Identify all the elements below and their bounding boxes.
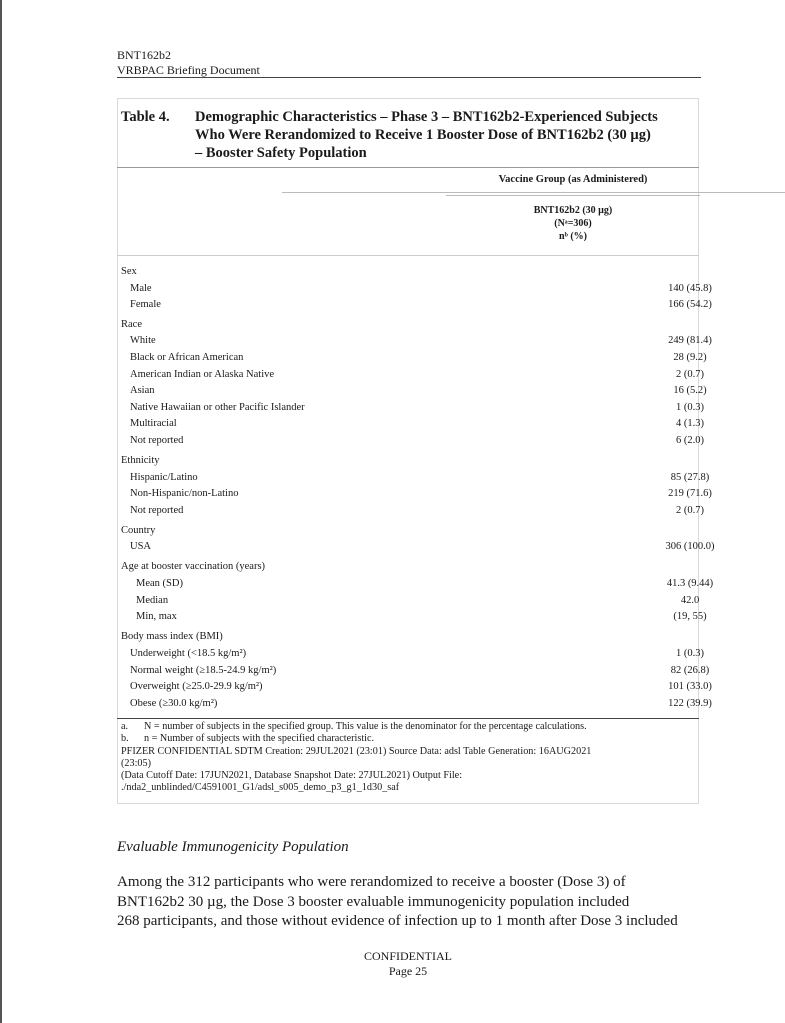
category-label: Age at booster vaccination (years) bbox=[121, 561, 266, 572]
cell-value: 2 (0.7) bbox=[676, 505, 704, 516]
page-number: Page 25 bbox=[388, 964, 428, 978]
column-header-line: nᵇ (%) bbox=[559, 231, 587, 242]
row-label: Not reported bbox=[130, 435, 184, 446]
cell-value: 140 (45.8) bbox=[668, 283, 712, 294]
table-title-line: Demographic Characteristics – Phase 3 – BNT162b2-Experienced Subjects bbox=[195, 109, 658, 125]
category-label: Ethnicity bbox=[121, 455, 160, 466]
row-label: Native Hawaiian or other Pacific Islander bbox=[130, 402, 305, 413]
document-header bbox=[117, 48, 260, 78]
row-label: White bbox=[130, 335, 156, 346]
row-label: Female bbox=[130, 299, 161, 310]
table-row bbox=[117, 488, 712, 505]
cell-value: 101 (33.0) bbox=[668, 681, 712, 692]
cell-value: 249 (81.4) bbox=[668, 335, 712, 346]
table-row bbox=[117, 665, 710, 682]
footnote-rule bbox=[117, 718, 699, 719]
cell-value: 6 (2.0) bbox=[676, 435, 704, 446]
table-row bbox=[117, 578, 714, 595]
table-row bbox=[117, 525, 699, 542]
row-label: Overweight (≥25.0-29.9 kg/m²) bbox=[130, 681, 263, 692]
category-label: Country bbox=[121, 525, 156, 536]
footnote-text: N = number of subjects in the specified group. This value is the denominator for the percentage calculations. bbox=[144, 721, 587, 732]
category-label: Sex bbox=[121, 266, 137, 277]
table-row bbox=[117, 352, 707, 369]
table-row bbox=[117, 402, 704, 419]
section-title: Evaluable Immunogenicity Population bbox=[117, 839, 349, 855]
output-file-path: ./nda2_unblinded/C4591001_G1/adsl_s005_demo_p3_g1_1d30_saf bbox=[121, 782, 400, 794]
source-line: PFIZER CONFIDENTIAL SDTM Creation: 29JUL2021 (23:01) Source Data: adsl Table Generation: 16AUG2021 bbox=[121, 745, 592, 757]
table-row bbox=[117, 455, 699, 472]
cell-value: 42.0 bbox=[680, 595, 700, 606]
table-row bbox=[117, 385, 707, 402]
row-label: Min, max bbox=[136, 611, 177, 622]
table-row bbox=[117, 595, 699, 612]
table-title bbox=[195, 108, 695, 162]
confidential-label: CONFIDENTIAL bbox=[364, 949, 452, 963]
page-footer bbox=[300, 949, 516, 979]
table-row bbox=[117, 472, 710, 489]
table-row bbox=[117, 681, 712, 698]
cell-value: 219 (71.6) bbox=[668, 488, 712, 499]
table-label: Table 4. bbox=[121, 109, 170, 125]
cell-value: 1 (0.3) bbox=[676, 648, 704, 659]
row-label: Asian bbox=[130, 385, 155, 396]
table-title-line: – Booster Safety Population bbox=[195, 145, 367, 161]
column-header-rule bbox=[117, 255, 699, 256]
cell-value: 166 (54.2) bbox=[668, 299, 712, 310]
row-label: Underweight (<18.5 kg/m²) bbox=[130, 648, 247, 659]
caption-rule bbox=[117, 167, 699, 168]
cell-value: 1 (0.3) bbox=[676, 402, 704, 413]
table-row bbox=[117, 283, 712, 300]
table-row bbox=[117, 561, 699, 578]
cell-value: 122 (39.9) bbox=[668, 698, 712, 709]
table-row bbox=[117, 335, 712, 352]
footnote-b bbox=[121, 733, 691, 745]
row-label: Median bbox=[136, 595, 169, 606]
table-row bbox=[117, 319, 699, 336]
category-label: Race bbox=[121, 319, 142, 330]
header-doc-title: VRBPAC Briefing Document bbox=[117, 63, 260, 77]
header-product: BNT162b2 bbox=[117, 48, 171, 62]
table-row bbox=[117, 505, 704, 522]
table-row bbox=[117, 299, 712, 316]
column-header-line: (Nᵃ=306) bbox=[554, 218, 592, 229]
row-label: Not reported bbox=[130, 505, 184, 516]
row-label: American Indian or Alaska Native bbox=[130, 369, 275, 380]
column-header bbox=[446, 204, 700, 243]
cell-value: 16 (5.2) bbox=[673, 385, 707, 396]
cell-value: 306 (100.0) bbox=[665, 541, 715, 552]
row-label: Black or African American bbox=[130, 352, 244, 363]
cell-value: 85 (27.8) bbox=[670, 472, 710, 483]
table-row bbox=[117, 631, 699, 648]
table-row bbox=[117, 435, 704, 452]
table-row bbox=[117, 648, 704, 665]
footnote-marker: a. bbox=[121, 721, 129, 732]
header-rule bbox=[117, 77, 701, 78]
table-row bbox=[117, 611, 707, 628]
table-row bbox=[117, 369, 704, 386]
column-header-line: BNT162b2 (30 µg) bbox=[533, 205, 613, 216]
row-label: Obese (≥30.0 kg/m²) bbox=[130, 698, 218, 709]
paragraph-line: BNT162b2 30 µg, the Dose 3 booster evaluable immunogenicity population included bbox=[117, 893, 630, 910]
paragraph-line: Among the 312 participants who were rerandomized to receive a booster (Dose 3) of bbox=[117, 874, 626, 890]
cell-value: 2 (0.7) bbox=[676, 369, 704, 380]
vaccine-group-header: Vaccine Group (as Administered) bbox=[498, 174, 648, 185]
body-paragraph bbox=[117, 873, 707, 932]
row-label: USA bbox=[130, 541, 152, 552]
cell-value: 41.3 (9.44) bbox=[666, 578, 714, 589]
table-row bbox=[117, 698, 712, 715]
source-line: (23:05) bbox=[121, 757, 151, 769]
category-label: Body mass index (BMI) bbox=[121, 631, 223, 642]
row-label: Non-Hispanic/non-Latino bbox=[130, 488, 239, 499]
table-row bbox=[117, 541, 715, 558]
footnote-text: n = Number of subjects with the specified characteristic. bbox=[144, 733, 375, 745]
table-row bbox=[117, 266, 699, 283]
cell-value: 28 (9.2) bbox=[673, 352, 707, 363]
group-header-rule bbox=[446, 195, 700, 196]
row-label: Multiracial bbox=[130, 418, 177, 429]
table-title-line: Who Were Rerandomized to Receive 1 Booster Dose of BNT162b2 (30 µg) bbox=[195, 127, 651, 143]
cell-value: 82 (26.8) bbox=[670, 665, 710, 676]
row-label: Normal weight (≥18.5-24.9 kg/m²) bbox=[130, 665, 277, 676]
source-line: (Data Cutoff Date: 17JUN2021, Database Snapshot Date: 27JUL2021) Output File: bbox=[121, 770, 463, 782]
paragraph-line: 268 participants, and those without evidence of infection up to 1 month after Dose 3 included bbox=[117, 913, 678, 929]
cell-value: (19, 55) bbox=[673, 611, 707, 622]
table-row bbox=[117, 418, 704, 435]
row-label: Male bbox=[130, 283, 152, 294]
table-footnotes bbox=[121, 721, 691, 795]
page-left-edge bbox=[0, 0, 2, 1023]
row-label: Mean (SD) bbox=[136, 578, 183, 589]
footnote-a bbox=[121, 721, 691, 733]
row-label: Hispanic/Latino bbox=[130, 472, 198, 483]
cell-value: 4 (1.3) bbox=[676, 418, 704, 429]
footnote-marker: b. bbox=[121, 733, 129, 745]
group-header-rule bbox=[282, 192, 785, 193]
